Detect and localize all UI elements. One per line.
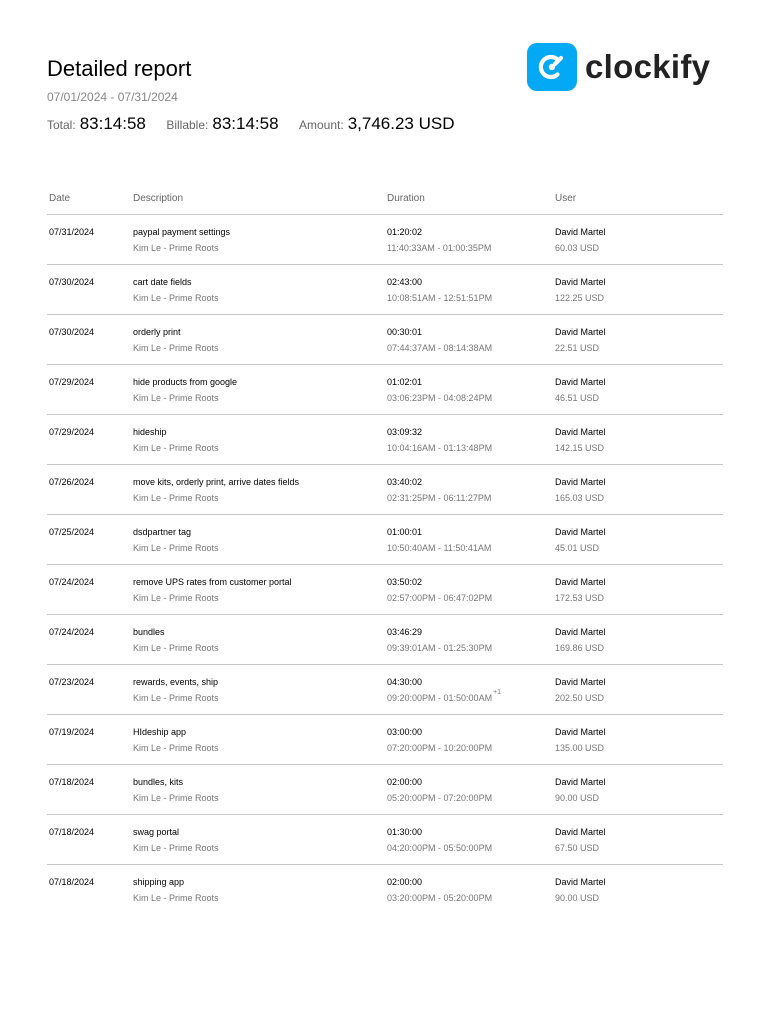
entry-time-range bbox=[387, 793, 493, 803]
entry-user: David Martel bbox=[555, 727, 606, 737]
entry-amount: 67.50 USD bbox=[555, 843, 600, 853]
entry-time-range-text: 07:44:37AM - 08:14:38AM bbox=[387, 343, 493, 353]
entry-time-range bbox=[387, 543, 492, 553]
entry-user: David Martel bbox=[555, 527, 606, 537]
entry-duration: 01:02:01 bbox=[387, 377, 423, 387]
clockify-wordmark: clockify bbox=[585, 48, 711, 85]
date-range: 07/01/2024 - 07/31/2024 bbox=[47, 90, 178, 104]
total-label: Total: bbox=[47, 118, 76, 132]
entry-amount: 202.50 USD bbox=[555, 693, 605, 703]
entry-time-range-text: 04:20:00PM - 05:50:00PM bbox=[387, 843, 493, 853]
entry-date: 07/29/2024 bbox=[49, 377, 95, 387]
entry-time-range-text: 10:04:16AM - 01:13:48PM bbox=[387, 443, 493, 453]
entry-time-range-text: 10:08:51AM - 12:51:51PM bbox=[387, 293, 493, 303]
entry-user: David Martel bbox=[555, 227, 606, 237]
entry-description: shipping app bbox=[133, 877, 185, 887]
table-row bbox=[47, 865, 723, 914]
entry-time-range bbox=[387, 443, 493, 453]
entry-amount: 122.25 USD bbox=[555, 293, 605, 303]
entry-amount: 90.00 USD bbox=[555, 793, 600, 803]
amount-value: 3,746.23 USD bbox=[347, 114, 455, 133]
entry-time-range-text: 02:31:25PM - 06:11:27PM bbox=[387, 493, 492, 503]
entry-duration: 03:50:02 bbox=[387, 577, 423, 587]
entry-duration: 04:30:00 bbox=[387, 677, 423, 687]
entry-time-range bbox=[387, 343, 493, 353]
table-row bbox=[47, 815, 723, 865]
entry-user: David Martel bbox=[555, 327, 606, 337]
entry-client-project: Kim Le - Prime Roots bbox=[133, 543, 219, 553]
entry-time-range-text: 03:20:00PM - 05:20:00PM bbox=[387, 893, 493, 903]
entry-description: remove UPS rates from customer portal bbox=[133, 577, 292, 587]
entry-client-project: Kim Le - Prime Roots bbox=[133, 493, 219, 503]
entry-amount: 22.51 USD bbox=[555, 343, 600, 353]
entry-description: paypal payment settings bbox=[133, 227, 231, 237]
entry-description: move kits, orderly print, arrive dates fields bbox=[133, 477, 300, 487]
entry-client-project: Kim Le - Prime Roots bbox=[133, 793, 219, 803]
table-row bbox=[47, 765, 723, 815]
entry-client-project: Kim Le - Prime Roots bbox=[133, 293, 219, 303]
entry-time-range-text: 02:57:00PM - 06:47:02PM bbox=[387, 593, 493, 603]
table-body bbox=[47, 215, 723, 914]
entry-user: David Martel bbox=[555, 677, 606, 687]
entry-time-range bbox=[387, 743, 493, 753]
clockify-c-icon bbox=[527, 43, 577, 91]
entry-date: 07/26/2024 bbox=[49, 477, 95, 487]
entry-duration: 03:09:32 bbox=[387, 427, 423, 437]
entry-time-range-text: 09:39:01AM - 01:25:30PM bbox=[387, 643, 493, 653]
entry-amount: 90.00 USD bbox=[555, 893, 600, 903]
entry-user: David Martel bbox=[555, 277, 606, 287]
entry-date: 07/30/2024 bbox=[49, 327, 95, 337]
entry-date: 07/24/2024 bbox=[49, 627, 95, 637]
entry-user: David Martel bbox=[555, 577, 606, 587]
amount-group bbox=[299, 114, 455, 134]
billable-group bbox=[166, 114, 278, 134]
clockify-logo bbox=[527, 43, 710, 91]
entry-date: 07/18/2024 bbox=[49, 877, 95, 887]
entry-time-range bbox=[387, 843, 493, 853]
entry-time-range-text: 05:20:00PM - 07:20:00PM bbox=[387, 793, 493, 803]
entry-client-project: Kim Le - Prime Roots bbox=[133, 743, 219, 753]
entry-description: HIdeship app bbox=[133, 727, 187, 737]
column-header-duration: Duration bbox=[387, 193, 425, 204]
entry-user: David Martel bbox=[555, 627, 606, 637]
entry-time-range bbox=[387, 243, 492, 253]
table-row bbox=[47, 315, 723, 365]
entry-duration: 01:00:01 bbox=[387, 527, 423, 537]
entry-duration: 03:00:00 bbox=[387, 727, 423, 737]
entry-duration: 01:30:00 bbox=[387, 827, 423, 837]
entry-date: 07/18/2024 bbox=[49, 827, 95, 837]
page-title: Detailed report bbox=[47, 56, 192, 81]
entry-user: David Martel bbox=[555, 477, 606, 487]
entry-duration: 02:00:00 bbox=[387, 777, 423, 787]
entry-description: hideship bbox=[133, 427, 167, 437]
entry-amount: 169.86 USD bbox=[555, 643, 605, 653]
amount-label: Amount: bbox=[299, 118, 344, 132]
column-header-date: Date bbox=[49, 193, 71, 204]
entry-date: 07/29/2024 bbox=[49, 427, 95, 437]
total-value: 83:14:58 bbox=[79, 114, 146, 133]
entry-time-range bbox=[387, 393, 493, 403]
entry-amount: 142.15 USD bbox=[555, 443, 605, 453]
table-row bbox=[47, 515, 723, 565]
entry-time-range bbox=[387, 893, 493, 903]
billable-label: Billable: bbox=[166, 118, 209, 132]
entry-amount: 45.01 USD bbox=[555, 543, 600, 553]
entry-date: 07/25/2024 bbox=[49, 527, 95, 537]
entry-user: David Martel bbox=[555, 377, 606, 387]
table-row bbox=[47, 215, 723, 265]
entry-amount: 46.51 USD bbox=[555, 393, 600, 403]
table-row bbox=[47, 615, 723, 665]
entry-time-range-text: 03:06:23PM - 04:08:24PM bbox=[387, 393, 493, 403]
entry-user: David Martel bbox=[555, 427, 606, 437]
entry-date: 07/18/2024 bbox=[49, 777, 95, 787]
entry-description: bundles bbox=[133, 627, 165, 637]
table-row bbox=[47, 715, 723, 765]
entry-client-project: Kim Le - Prime Roots bbox=[133, 443, 219, 453]
entry-client-project: Kim Le - Prime Roots bbox=[133, 843, 219, 853]
totals-summary bbox=[47, 114, 471, 134]
entry-client-project: Kim Le - Prime Roots bbox=[133, 643, 219, 653]
entry-day-offset: +1 bbox=[493, 689, 502, 696]
entry-description: hide products from google bbox=[133, 377, 238, 387]
entry-time-range bbox=[387, 643, 493, 653]
entry-duration: 02:43:00 bbox=[387, 277, 423, 287]
table-row bbox=[47, 365, 723, 415]
entry-user: David Martel bbox=[555, 827, 606, 837]
table-row bbox=[47, 415, 723, 465]
column-header-user: User bbox=[555, 193, 577, 204]
entry-duration: 02:00:00 bbox=[387, 877, 423, 887]
table-header bbox=[47, 186, 723, 215]
entry-date: 07/30/2024 bbox=[49, 277, 95, 287]
column-header-description: Description bbox=[133, 193, 184, 204]
entry-description: rewards, events, ship bbox=[133, 677, 219, 687]
entry-duration: 01:20:02 bbox=[387, 227, 423, 237]
entry-user: David Martel bbox=[555, 877, 606, 887]
entry-amount: 165.03 USD bbox=[555, 493, 605, 503]
table-row bbox=[47, 665, 723, 715]
entry-duration: 03:40:02 bbox=[387, 477, 423, 487]
entry-time-range bbox=[387, 593, 493, 603]
entry-date: 07/24/2024 bbox=[49, 577, 95, 587]
entry-date: 07/19/2024 bbox=[49, 727, 95, 737]
entry-description: swag portal bbox=[133, 827, 180, 837]
report-table bbox=[47, 186, 723, 914]
entry-time-range-text: 07:20:00PM - 10:20:00PM bbox=[387, 743, 493, 753]
entry-time-range bbox=[387, 689, 502, 703]
table-row bbox=[47, 465, 723, 515]
entry-description: dsdpartner tag bbox=[133, 527, 192, 537]
entry-time-range-text: 09:20:00PM - 01:50:00AM bbox=[387, 693, 493, 703]
entry-amount: 60.03 USD bbox=[555, 243, 600, 253]
entry-time-range bbox=[387, 293, 493, 303]
entry-time-range-text: 11:40:33AM - 01:00:35PM bbox=[387, 243, 492, 253]
entry-time-range bbox=[387, 493, 492, 503]
table-row bbox=[47, 565, 723, 615]
entry-client-project: Kim Le - Prime Roots bbox=[133, 893, 219, 903]
entry-description: cart date fields bbox=[133, 277, 192, 287]
entry-client-project: Kim Le - Prime Roots bbox=[133, 343, 219, 353]
entry-date: 07/31/2024 bbox=[49, 227, 95, 237]
table-row bbox=[47, 265, 723, 315]
entry-amount: 172.53 USD bbox=[555, 593, 605, 603]
entry-time-range-text: 10:50:40AM - 11:50:41AM bbox=[387, 543, 492, 553]
entry-duration: 00:30:01 bbox=[387, 327, 423, 337]
entry-client-project: Kim Le - Prime Roots bbox=[133, 243, 219, 253]
entry-user: David Martel bbox=[555, 777, 606, 787]
entry-description: bundles, kits bbox=[133, 777, 184, 787]
entry-client-project: Kim Le - Prime Roots bbox=[133, 393, 219, 403]
entry-date: 07/23/2024 bbox=[49, 677, 95, 687]
entry-client-project: Kim Le - Prime Roots bbox=[133, 693, 219, 703]
entry-description: orderly print bbox=[133, 327, 181, 337]
entry-duration: 03:46:29 bbox=[387, 627, 423, 637]
total-group bbox=[47, 114, 146, 134]
entry-client-project: Kim Le - Prime Roots bbox=[133, 593, 219, 603]
billable-value: 83:14:58 bbox=[212, 114, 279, 133]
entry-amount: 135.00 USD bbox=[555, 743, 605, 753]
